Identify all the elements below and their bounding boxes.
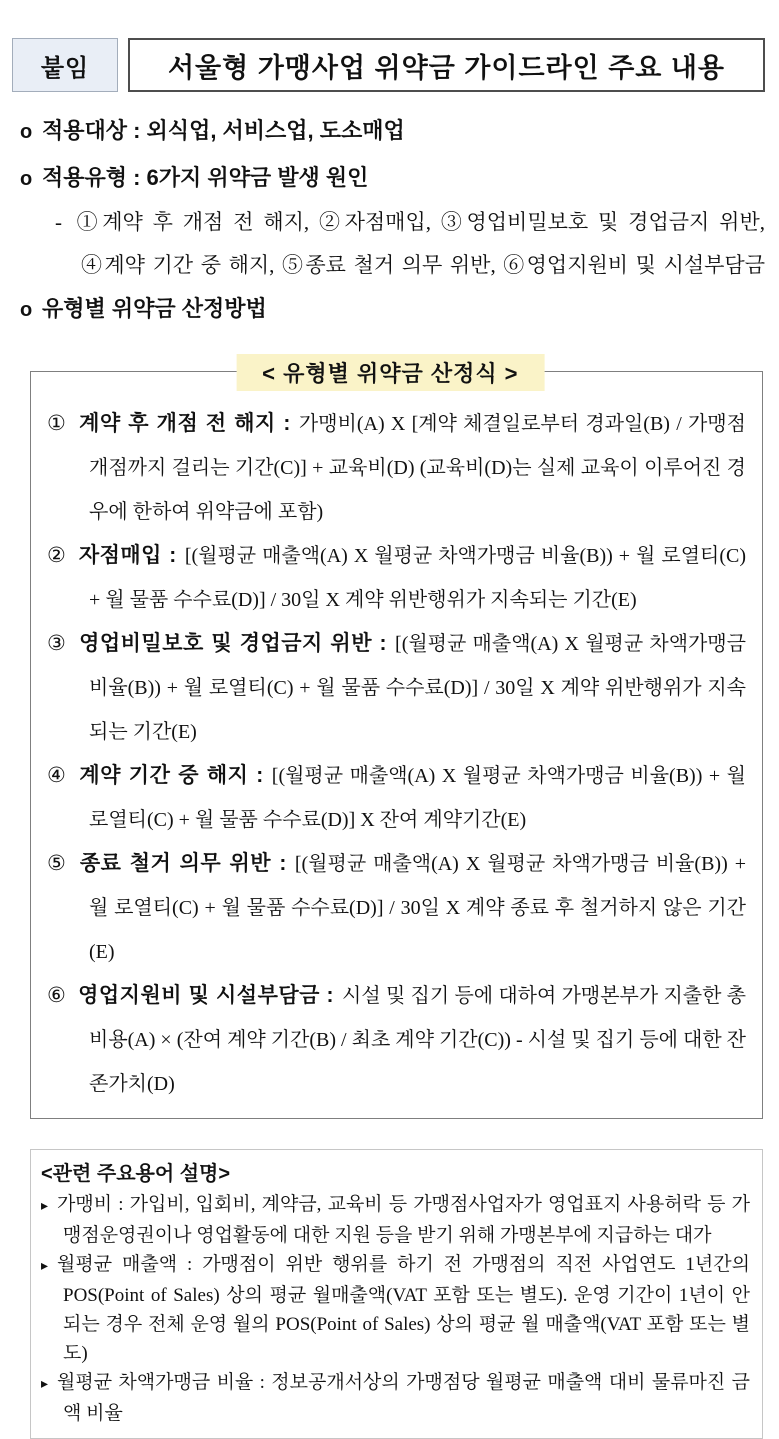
attachment-badge: 붙임 — [12, 38, 118, 92]
formula-box — [30, 371, 763, 1119]
bullet-marker: o — [20, 299, 33, 321]
terms-box-title: <관련 주요용어 설명> — [41, 1163, 231, 1185]
item-number: ③ — [47, 632, 68, 655]
item-label: 영업비밀보호 및 경업금지 위반 : — [79, 632, 388, 655]
bullet-calculation-method — [20, 294, 765, 325]
triangle-bullet-icon: ▸ — [41, 1199, 49, 1214]
bullet-text: 적용유형 : 6가지 위약금 발생 원인 — [42, 165, 369, 190]
penalty-causes-line-2 — [55, 249, 765, 282]
term-item-monthly-average-sales — [41, 1250, 750, 1368]
item-number: ⑤ — [47, 852, 68, 875]
penalty-causes-line-1 — [55, 206, 765, 239]
bullet-text: 적용대상 : 외식업, 서비스업, 도소매업 — [42, 118, 405, 143]
formula-box-title: < 유형별 위약금 산정식 > — [236, 354, 544, 391]
bullet-marker: o — [20, 168, 33, 190]
term-text: 가맹비 : 가입비, 입회비, 계약금, 교육비 등 가맹점사업자가 영업표지 사용허락 등 가맹점운영권이나 영업활동에 대한 지원 등을 받기 위해 가맹본부에 지급하는 대가 — [57, 1194, 750, 1246]
formula-item-3 — [47, 622, 746, 754]
triangle-bullet-icon: ▸ — [41, 1259, 49, 1274]
item-number: ② — [47, 544, 67, 567]
item-formula: 시설 및 집기 등에 대하여 가맹본부가 지출한 총 비용(A) × (잔여 계약 기간(B) / 최초 계약 기간(C)) - 시설 및 집기 등에 대한 잔존가치(D) — [89, 985, 746, 1095]
formula-section — [30, 361, 763, 1119]
formula-item-1 — [47, 402, 746, 534]
formula-item-2 — [47, 534, 746, 622]
item-formula: [(월평균 매출액(A) X 월평균 차액가맹금 비율(B)) + 월 로열티(C) + 월 물품 수수료(D)] / 30일 X 계약 종료 후 철거하지 않은 기간(E) — [89, 853, 746, 963]
formula-item-5 — [47, 842, 746, 974]
document-header — [12, 38, 765, 92]
formula-item-6 — [47, 974, 746, 1106]
penalty-causes-text-2: ④계약 기간 중 해지, ⑤종료 철거 의무 위반, ⑥영업지원비 및 시설부담금 — [81, 253, 765, 277]
penalty-causes-text-1: ①계약 후 개점 전 해지, ②자점매입, ③영업비밀보호 및 경업금지 위반, — [72, 210, 765, 234]
bullet-application-types — [20, 163, 765, 194]
item-formula: [(월평균 매출액(A) X 월평균 차액가맹금 비율(B)) + 월 로열티(C) + 월 물품 수수료(D)] X 잔여 계약기간(E) — [89, 765, 746, 831]
item-formula: [(월평균 매출액(A) X 월평균 차액가맹금 비율(B)) + 월 로열티(C) + 월 물품 수수료(D)] / 30일 X 계약 위반행위가 지속되는 기간(E) — [89, 545, 746, 611]
page-title: 서울형 가맹사업 위약금 가이드라인 주요 내용 — [128, 38, 765, 92]
item-number: ① — [47, 412, 68, 435]
bullet-text: 유형별 위약금 산정방법 — [42, 296, 267, 321]
item-formula: 가맹비(A) X [계약 체결일로부터 경과일(B) / 가맹점 개점까지 걸리는 기간(C)] + 교육비(D) (교육비(D)는 실제 교육이 이루어진 경우에 한하여 위약금에 포함) — [89, 413, 746, 523]
bullet-target-industries — [20, 116, 765, 147]
item-number: ⑥ — [47, 984, 67, 1007]
triangle-bullet-icon: ▸ — [41, 1377, 49, 1392]
item-formula: [(월평균 매출액(A) X 월평균 차액가맹금 비율(B)) + 월 로열티(C) + 월 물품 수수료(D)] / 30일 X 계약 위반행위가 지속되는 기간(E) — [89, 633, 746, 743]
dash-marker: - — [55, 210, 62, 234]
item-number: ④ — [47, 764, 68, 787]
term-item-franchise-fee — [41, 1190, 750, 1250]
term-text: 월평균 매출액 : 가맹점이 위반 행위를 하기 전 가맹점의 직전 사업연도 1년간의 POS(Point of Sales) 상의 평균 월매출액(VAT 포함 또는 별도). 운영 기간이 1년이 안 되는 경우 전체 운영 월의 POS(Point of Sales) 상의 평균 월 매출액(VAT 포함 또는 별도) — [57, 1254, 750, 1364]
terms-box — [30, 1149, 763, 1439]
bullet-marker: o — [20, 121, 33, 143]
item-label: 종료 철거 의무 위반 : — [79, 852, 287, 875]
penalty-causes-list — [55, 206, 765, 282]
item-label: 계약 기간 중 해지 : — [79, 764, 264, 787]
item-label: 자점매입 : — [78, 544, 177, 567]
term-text: 월평균 차액가맹금 비율 : 정보공개서상의 가맹점당 월평균 매출액 대비 물류마진 금액 비율 — [57, 1372, 750, 1424]
item-label: 계약 후 개점 전 해지 : — [79, 412, 291, 435]
item-label: 영업지원비 및 시설부담금 : — [78, 984, 335, 1007]
term-item-margin-ratio — [41, 1368, 750, 1428]
formula-item-4 — [47, 754, 746, 842]
